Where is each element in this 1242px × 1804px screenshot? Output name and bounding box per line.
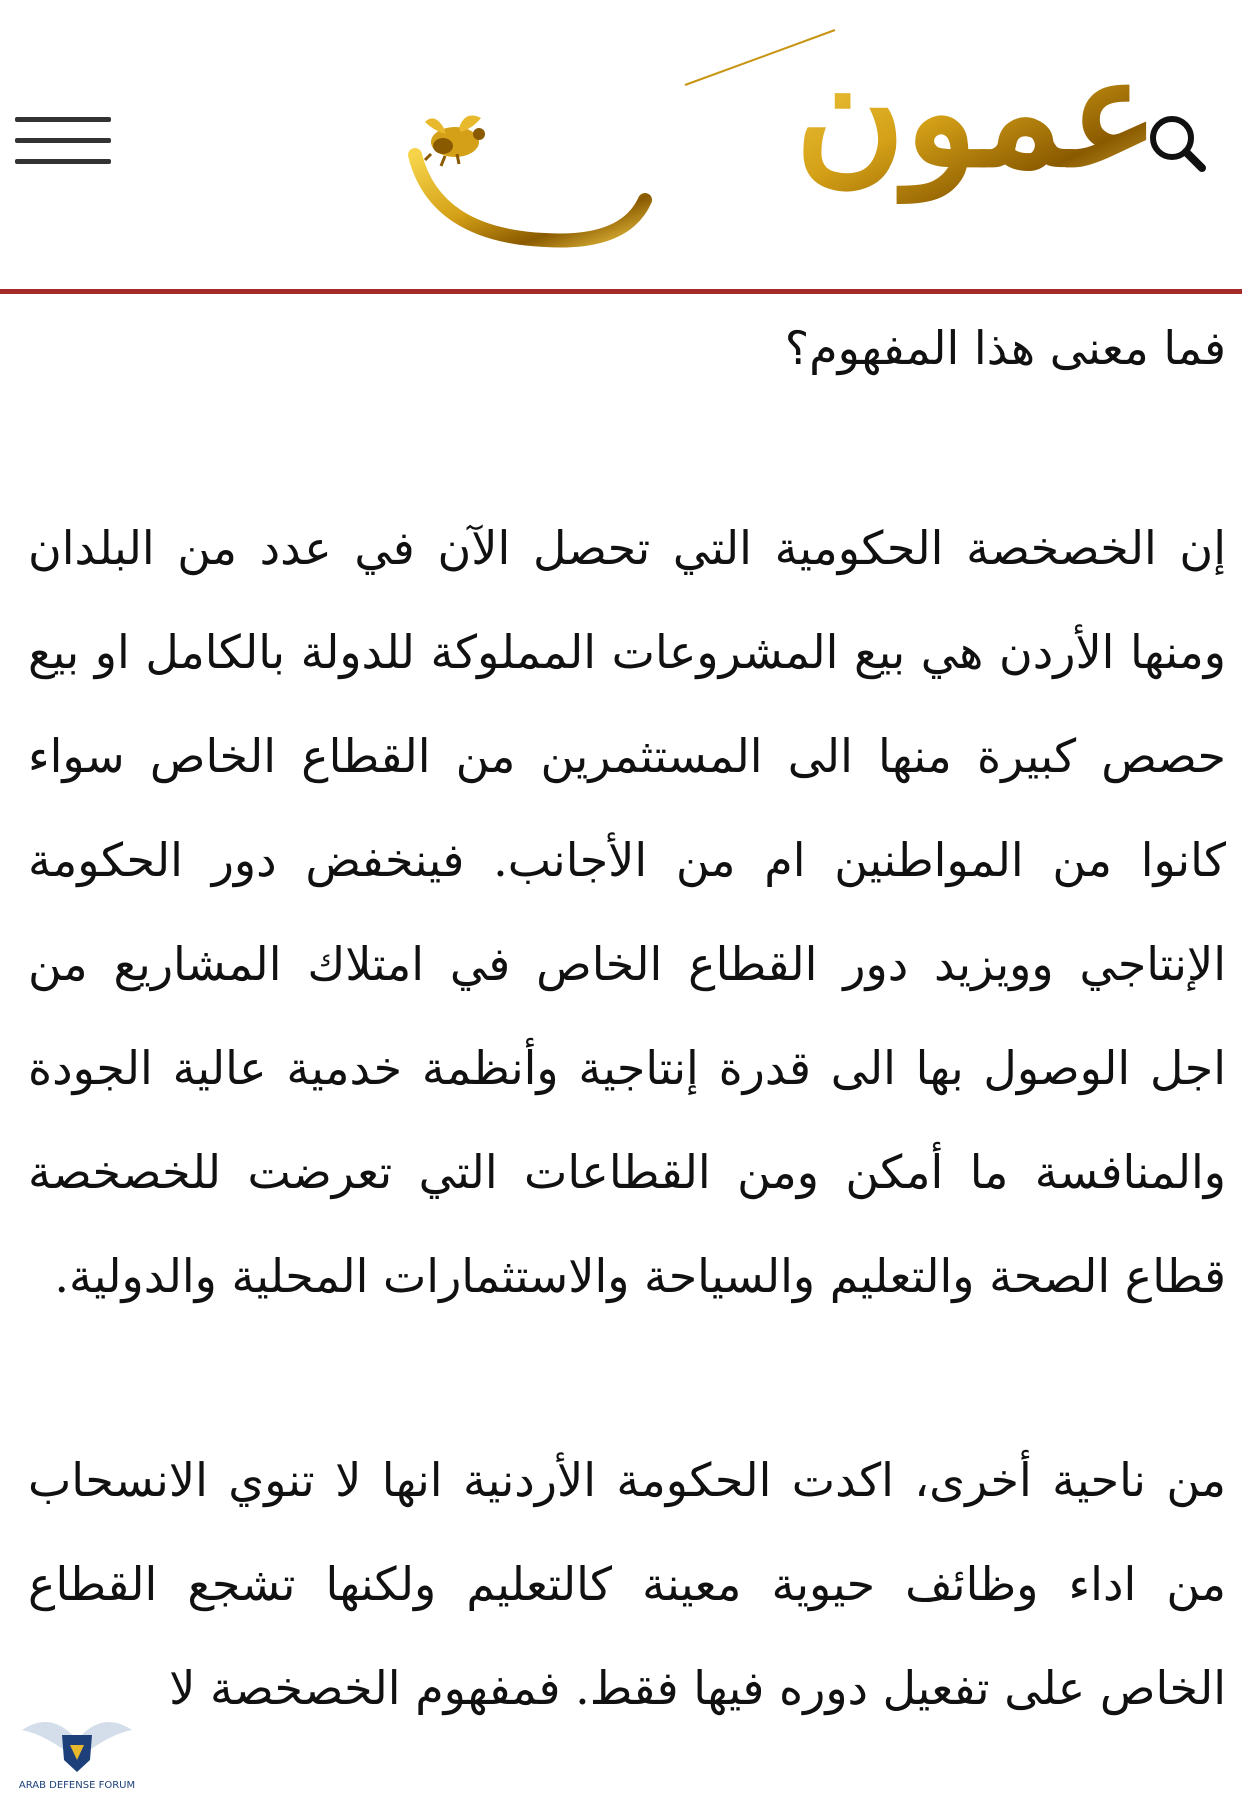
article-question: فما معنى هذا المفهوم؟ (784, 321, 1226, 375)
logo-text: عمون (795, 25, 1159, 201)
menu-bar (15, 138, 111, 143)
site-header (0, 0, 1242, 290)
menu-bar (15, 159, 111, 164)
logo-graphic (395, 25, 1159, 250)
search-icon[interactable] (1144, 110, 1210, 176)
bee-icon (425, 116, 485, 166)
article-paragraph: إن الخصخصة الحكومية التي تحصل الآن في عدد من البلدان ومنها الأردن هي بيع المشروعات المملوكة للدولة بالكامل او بيع حصص كبيرة منها الى المستثمرين من القطاع الخاص سواء كانوا من المواطنين ام من الأجانب. فينخفض دور الحكومة الإنتاجي وويزيد دور القطاع الخاص في امتلاك المشاريع من اجل الوصول بها الى قدرة إنتاجية وأنظمة خدمية عالية الجودة والمنافسة ما أمكن ومن القطاعات التي تعرضت للخصخصة قطاع الصحة والتعليم والسياحة والاستثمارات المحلية والدولية. (28, 521, 1226, 1303)
article-paragraph: من ناحية أخرى، اكدت الحكومة الأردنية انها لا تنوي الانسحاب من اداء وظائف حيوية معينة كالتعليم ولكنها تشجع القطاع الخاص على تفعيل دوره فيها فقط. فمفهوم الخصخصة لا (28, 1453, 1226, 1715)
site-logo[interactable] (395, 25, 1159, 250)
article-body (0, 294, 1242, 1803)
watermark-text: ARAB DEFENSE FORUM (18, 1780, 136, 1791)
menu-bar (15, 117, 111, 122)
forum-watermark (12, 1700, 142, 1800)
hamburger-menu-icon[interactable] (10, 112, 114, 170)
